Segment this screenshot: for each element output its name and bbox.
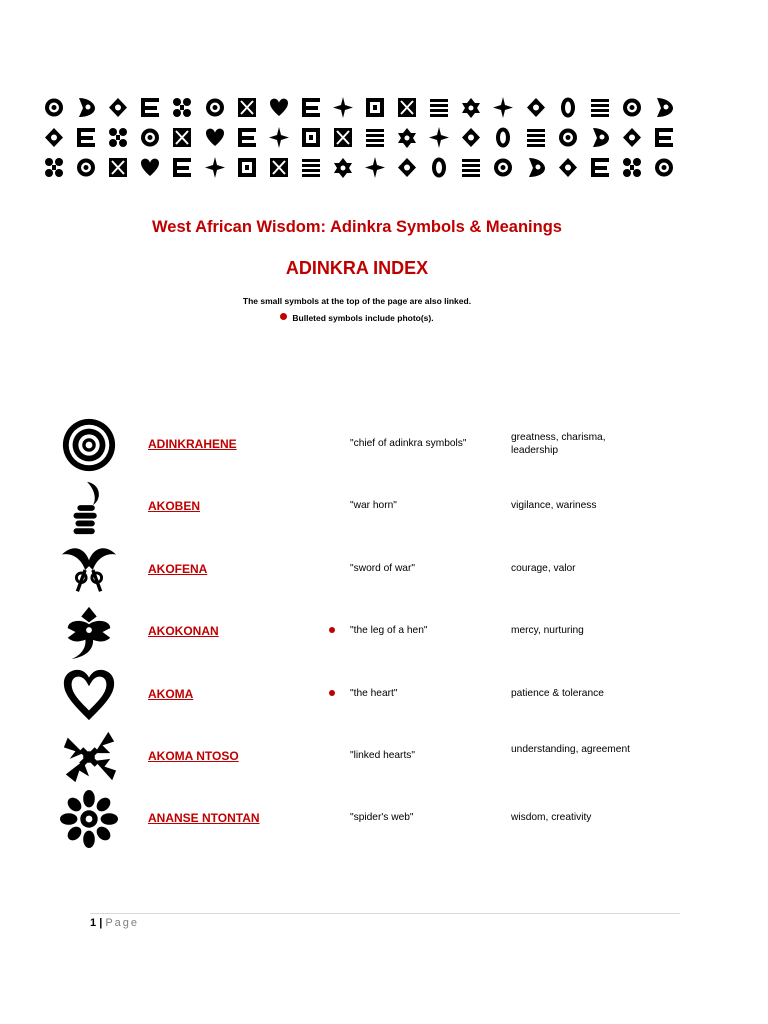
symbol-name-link[interactable]: ANANSE NTONTAN xyxy=(148,811,260,825)
adinkra-symbol-icon[interactable] xyxy=(43,156,65,179)
adinkra-symbol-icon[interactable] xyxy=(300,126,322,149)
adinkra-symbol-icon[interactable] xyxy=(621,156,643,179)
adinkra-symbol-icon[interactable] xyxy=(525,126,547,149)
footer-divider xyxy=(90,913,680,914)
symbol-meaning: courage, valor xyxy=(511,563,576,574)
hen-leg-icon xyxy=(60,603,118,661)
symbol-meaning: patience & tolerance xyxy=(511,688,604,699)
literal-translation: "the heart" xyxy=(350,688,398,699)
adinkra-symbol-icon[interactable] xyxy=(396,156,418,179)
literal-translation: "the leg of a hen" xyxy=(350,625,428,636)
adinkra-symbol-icon[interactable] xyxy=(300,156,322,179)
symbol-name-link[interactable]: AKOFENA xyxy=(148,562,208,576)
adinkra-symbol-icon[interactable] xyxy=(107,126,129,149)
literal-translation: "linked hearts" xyxy=(350,750,415,761)
adinkra-symbol-icon[interactable] xyxy=(525,96,547,119)
literal-translation: "chief of adinkra symbols" xyxy=(350,438,467,449)
adinkra-symbol-icon[interactable] xyxy=(139,126,161,149)
adinkra-symbol-icon[interactable] xyxy=(236,126,258,149)
adinkra-symbol-icon[interactable] xyxy=(557,96,579,119)
photo-bullet-icon xyxy=(329,690,335,696)
symbol-meaning: mercy, nurturing xyxy=(511,625,584,636)
adinkra-symbol-icon[interactable] xyxy=(557,126,579,149)
concentric-circles-icon xyxy=(60,416,118,474)
page-label: Page xyxy=(105,917,140,929)
symbol-name-link[interactable]: AKOBEN xyxy=(148,499,201,513)
adinkra-symbol-icon[interactable] xyxy=(107,156,129,179)
page-number: 1 xyxy=(90,917,97,929)
adinkra-symbol-icon[interactable] xyxy=(171,96,193,119)
adinkra-symbol-icon[interactable] xyxy=(75,96,97,119)
bullet-icon xyxy=(280,313,287,320)
adinkra-symbol-icon[interactable] xyxy=(236,96,258,119)
adinkra-symbol-icon[interactable] xyxy=(268,126,290,149)
adinkra-symbol-icon[interactable] xyxy=(492,126,514,149)
adinkra-symbol-icon[interactable] xyxy=(204,96,226,119)
bulleted-note-text: Bulleted symbols include photo(s). xyxy=(292,313,434,323)
symbol-name-link[interactable]: AKOMA NTOSO xyxy=(148,749,239,763)
adinkra-symbol-icon[interactable] xyxy=(43,96,65,119)
page-footer xyxy=(90,917,139,929)
adinkra-symbol-icon[interactable] xyxy=(300,96,322,119)
adinkra-symbol-icon[interactable] xyxy=(171,126,193,149)
symbol-row xyxy=(0,541,768,603)
symbol-name-link[interactable]: AKOKONAN xyxy=(148,624,219,638)
crossed-swords-icon xyxy=(60,541,118,599)
adinkra-symbol-icon[interactable] xyxy=(589,126,611,149)
symbol-row xyxy=(0,790,768,852)
spider-web-icon xyxy=(60,790,118,848)
photo-bullet-icon xyxy=(329,627,335,633)
symbol-row xyxy=(0,416,768,478)
adinkra-symbol-icon[interactable] xyxy=(43,126,65,149)
adinkra-symbol-icon[interactable] xyxy=(492,156,514,179)
linked-hearts-icon xyxy=(60,728,118,786)
adinkra-symbol-icon[interactable] xyxy=(75,156,97,179)
adinkra-symbol-icon[interactable] xyxy=(653,156,675,179)
literal-translation: "spider's web" xyxy=(350,812,414,823)
heart-icon xyxy=(60,666,118,724)
symbol-meaning: understanding, agreement xyxy=(511,744,630,755)
literal-translation: "sword of war" xyxy=(350,563,415,574)
adinkra-symbol-icon[interactable] xyxy=(268,96,290,119)
literal-translation: "war horn" xyxy=(350,500,397,511)
adinkra-symbol-icon[interactable] xyxy=(460,96,482,119)
adinkra-symbol-icon[interactable] xyxy=(589,156,611,179)
adinkra-symbol-icon[interactable] xyxy=(75,126,97,149)
adinkra-symbol-icon[interactable] xyxy=(204,126,226,149)
adinkra-symbol-icon[interactable] xyxy=(621,96,643,119)
adinkra-symbol-icon[interactable] xyxy=(525,156,547,179)
adinkra-symbol-icon[interactable] xyxy=(460,156,482,179)
adinkra-symbol-icon[interactable] xyxy=(268,156,290,179)
adinkra-symbol-icon[interactable] xyxy=(557,156,579,179)
adinkra-symbol-icon[interactable] xyxy=(204,156,226,179)
adinkra-symbol-icon[interactable] xyxy=(492,96,514,119)
adinkra-symbol-icon[interactable] xyxy=(332,126,354,149)
document-title: West African Wisdom: Adinkra Symbols & Meanings xyxy=(152,218,562,236)
adinkra-symbol-icon[interactable] xyxy=(107,96,129,119)
adinkra-symbol-icon[interactable] xyxy=(396,126,418,149)
adinkra-symbol-icon[interactable] xyxy=(364,156,386,179)
symbol-meaning: wisdom, creativity xyxy=(511,812,592,823)
symbol-meaning: greatness, charisma, leadership xyxy=(511,432,606,456)
war-horn-icon xyxy=(60,478,118,536)
adinkra-symbol-icon[interactable] xyxy=(428,126,450,149)
adinkra-symbol-icon[interactable] xyxy=(139,96,161,119)
index-heading: ADINKRA INDEX xyxy=(285,258,429,278)
adinkra-symbol-icon[interactable] xyxy=(332,96,354,119)
adinkra-symbol-icon[interactable] xyxy=(589,96,611,119)
bulleted-symbols-note xyxy=(0,313,714,323)
adinkra-symbol-icon[interactable] xyxy=(332,156,354,179)
adinkra-symbol-icon[interactable] xyxy=(653,126,675,149)
adinkra-symbol-icon[interactable] xyxy=(171,156,193,179)
symbol-row xyxy=(0,728,768,790)
linked-symbols-note: The small symbols at the top of the page are also linked. xyxy=(242,296,472,306)
symbol-name-link[interactable]: AKOMA xyxy=(148,687,194,701)
adinkra-symbol-icon[interactable] xyxy=(396,96,418,119)
footer-separator: | xyxy=(99,917,103,929)
adinkra-symbol-icon[interactable] xyxy=(139,156,161,179)
symbol-name-link[interactable]: ADINKRAHENE xyxy=(148,437,237,451)
symbol-row xyxy=(0,603,768,665)
adinkra-symbol-icon[interactable] xyxy=(621,126,643,149)
adinkra-symbol-icon[interactable] xyxy=(428,156,450,179)
adinkra-symbol-icon[interactable] xyxy=(236,156,258,179)
symbol-meaning: vigilance, wariness xyxy=(511,500,597,511)
adinkra-symbol-icon[interactable] xyxy=(364,126,386,149)
adinkra-symbol-icon[interactable] xyxy=(364,96,386,119)
adinkra-symbol-icon[interactable] xyxy=(653,96,675,119)
symbol-row xyxy=(0,478,768,540)
symbol-strip xyxy=(38,96,680,179)
symbol-row xyxy=(0,666,768,728)
adinkra-symbol-icon[interactable] xyxy=(460,126,482,149)
adinkra-symbol-icon[interactable] xyxy=(428,96,450,119)
